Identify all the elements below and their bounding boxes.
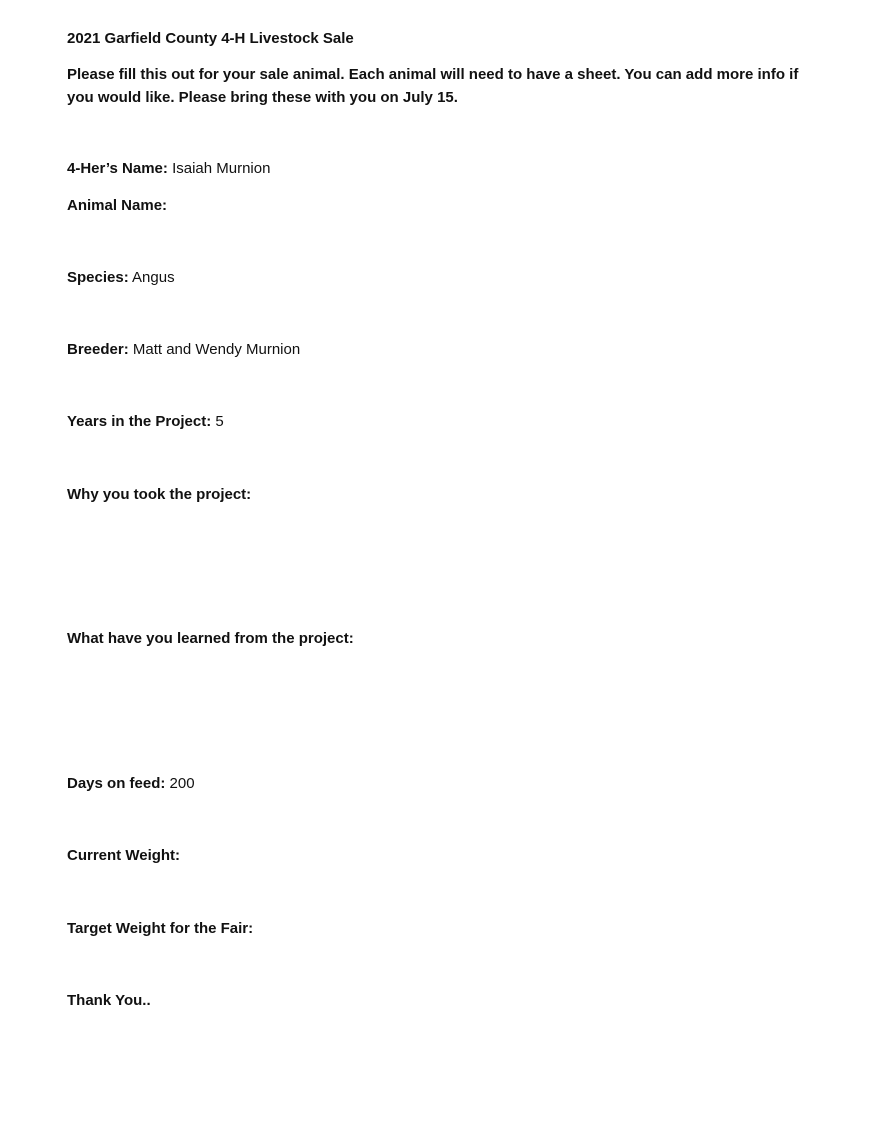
field-name (67, 157, 270, 181)
field-breeder-label: Breeder: (67, 341, 129, 358)
instructions: Please fill this out for your sale animal. Each animal will need to have a sheet. You can add more info if you would like. Please bring these with you on July 15. (67, 66, 799, 106)
field-name-label: 4-Her’s Name: (67, 160, 168, 177)
field-current-weight-label: Current Weight: (67, 847, 181, 864)
field-days-on-feed (67, 772, 195, 796)
field-years-label: Years in the Project: (67, 413, 212, 430)
field-breeder-value: Matt and Wendy Murnion (132, 341, 301, 358)
field-species-label: Species: (67, 269, 129, 286)
field-animal-name (67, 194, 167, 218)
field-years-value: 5 (215, 413, 224, 430)
field-why (67, 483, 251, 507)
field-days-on-feed-label: Days on feed: (67, 775, 166, 792)
field-years (67, 410, 224, 434)
field-name-value: Isaiah Murnion (172, 160, 271, 177)
field-why-label: Why you took the project: (67, 486, 252, 503)
field-learned-label: What have you learned from the project: (67, 630, 354, 647)
form-title: 2021 Garfield County 4-H Livestock Sale (67, 30, 354, 47)
field-species-value: Angus (132, 269, 175, 286)
field-species (67, 266, 175, 290)
field-animal-name-label: Animal Name: (67, 197, 168, 214)
field-learned (67, 627, 354, 651)
field-days-on-feed-value: 200 (169, 775, 195, 792)
field-target-weight-label: Target Weight for the Fair: (67, 920, 254, 937)
field-target-weight (67, 917, 253, 941)
field-breeder (67, 338, 300, 362)
field-current-weight (67, 844, 180, 868)
closing-text: Thank You.. (67, 992, 151, 1009)
